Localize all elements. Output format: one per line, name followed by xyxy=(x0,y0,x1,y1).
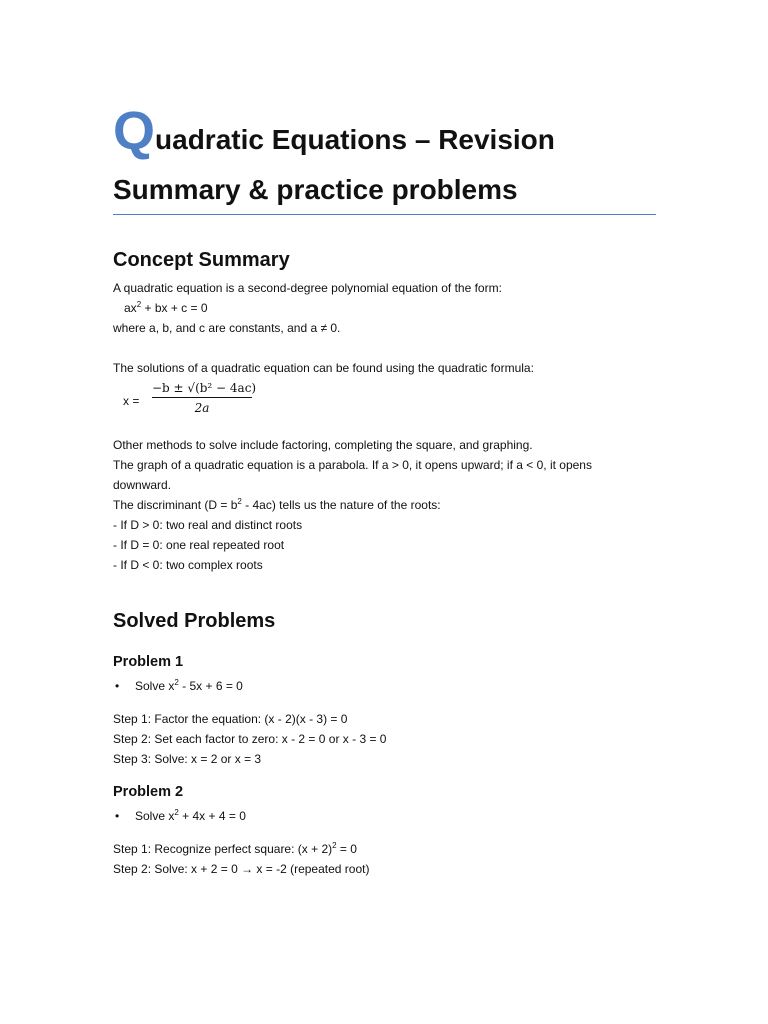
discriminant-note xyxy=(113,495,441,515)
case-positive: - If D > 0: two real and distinct roots xyxy=(113,518,303,532)
problem1-task-exponent: 2 xyxy=(174,678,179,687)
concept-summary-heading: Concept Summary xyxy=(113,249,290,271)
case-negative: - If D < 0: two complex roots xyxy=(113,558,263,572)
problem2-task-a: Solve x xyxy=(135,809,175,823)
graph-note-line1: The graph of a quadratic equation is a parabola. If a > 0, it opens upward; if a < 0, it opens xyxy=(113,458,592,472)
concept-intro: A quadratic equation is a second-degree polynomial equation of the form: xyxy=(113,281,502,295)
problem2-task-text xyxy=(135,806,246,826)
discriminant-a: The discriminant (D = b xyxy=(113,498,238,512)
problem1-step1: Step 1: Factor the equation: (x - 2)(x - 3) = 0 xyxy=(113,712,348,726)
formula-fraction xyxy=(152,381,257,415)
solved-problems-heading: Solved Problems xyxy=(113,610,276,632)
problem1-task-a: Solve x xyxy=(135,679,175,693)
general-form-exponent: 2 xyxy=(136,300,142,309)
problem1-step3: Step 3: Solve: x = 2 or x = 3 xyxy=(113,752,262,766)
bullet-icon: • xyxy=(115,809,120,823)
graph-note-line2: downward. xyxy=(113,478,172,492)
problem2-heading: Problem 2 xyxy=(113,784,184,800)
title-block xyxy=(113,101,656,205)
problem1-task-text xyxy=(135,676,243,696)
title-text: uadratic Equations – Revision xyxy=(155,124,555,155)
problem2-step1-exponent: 2 xyxy=(332,841,337,850)
discriminant-exponent: 2 xyxy=(237,497,242,506)
page-subtitle: Summary & practice problems xyxy=(113,174,518,205)
problem1-step2: Step 2: Set each factor to zero: x - 2 = 0 or x - 3 = 0 xyxy=(113,732,387,746)
general-form-a: ax xyxy=(124,301,137,315)
problem1-heading: Problem 1 xyxy=(113,654,184,670)
problem2-step1 xyxy=(113,839,357,859)
problem2-step2: Step 2: Solve: x + 2 = 0 → x = -2 (repeated root) xyxy=(113,862,370,876)
problem2-task-exponent: 2 xyxy=(174,808,179,817)
problem2-task-b: + 4x + 4 = 0 xyxy=(178,809,246,823)
general-form xyxy=(124,298,208,318)
case-zero: - If D = 0: one real repeated root xyxy=(113,538,285,552)
problem1-task-b: - 5x + 6 = 0 xyxy=(178,679,243,693)
formula-denominator: 2a xyxy=(194,401,210,415)
formula-numerator: −b ± √(b² − 4ac) xyxy=(152,381,257,395)
title-dropcap: Q xyxy=(113,101,156,161)
problem2-step1-b: = 0 xyxy=(336,842,357,856)
problem2-step1-a: Step 1: Recognize perfect square: (x + 2) xyxy=(113,842,333,856)
discriminant-b: - 4ac) tells us the nature of the roots: xyxy=(241,498,441,512)
formula-intro: The solutions of a quadratic equation can be found using the quadratic formula: xyxy=(113,361,534,375)
title-divider xyxy=(113,214,656,215)
page-title xyxy=(113,101,656,161)
formula-lhs: x = xyxy=(123,394,140,408)
constants-note: where a, b, and c are constants, and a ≠ 0. xyxy=(113,321,341,335)
other-methods: Other methods to solve include factoring, completing the square, and graphing. xyxy=(113,438,533,452)
general-form-b: + bx + c = 0 xyxy=(141,301,208,315)
bullet-icon: • xyxy=(115,679,120,693)
